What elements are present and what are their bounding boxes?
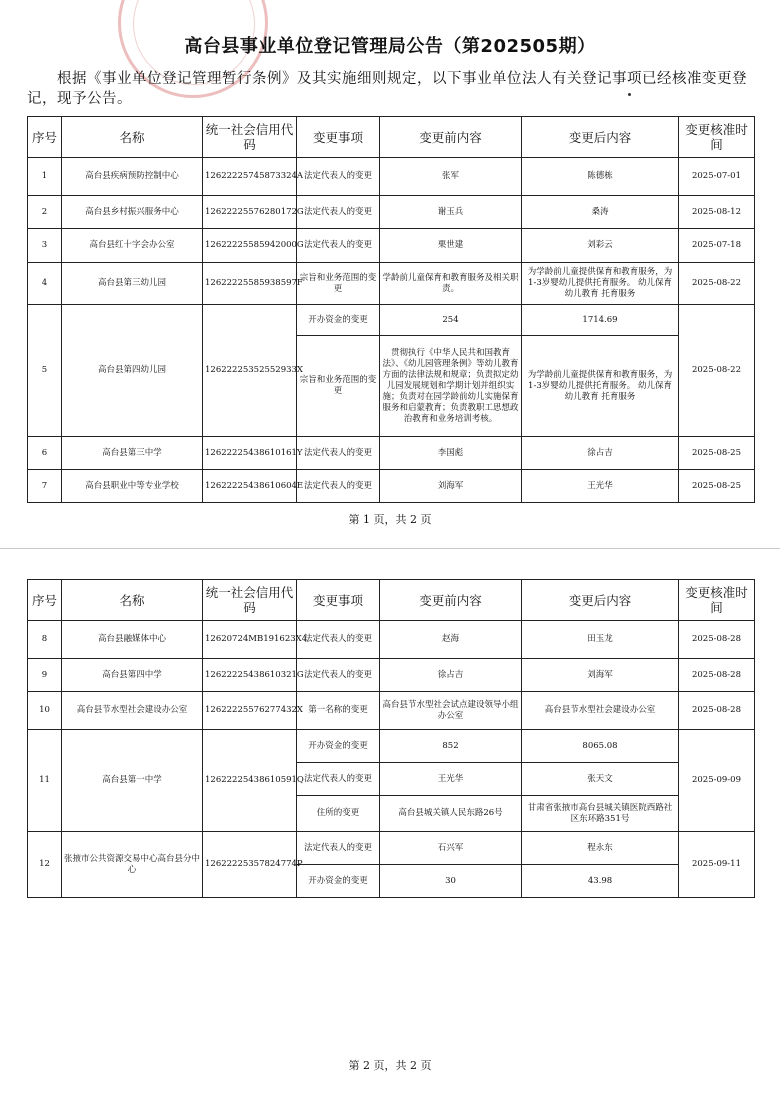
- header-seq: 序号: [28, 580, 62, 621]
- header-before: 变更前内容: [380, 117, 522, 158]
- cell-name: 高台县疾病预防控制中心: [62, 158, 203, 196]
- cell-date: 2025-08-28: [679, 659, 755, 692]
- header-name: 名称: [62, 580, 203, 621]
- table-row: [28, 692, 755, 730]
- cell-before: 30: [380, 865, 522, 898]
- cell-name: 高台县第三幼儿园: [62, 263, 203, 305]
- cell-before: 徐占吉: [380, 659, 522, 692]
- cell-code: 12622225438610604E: [203, 470, 297, 503]
- seal-text: [121, 0, 271, 1]
- header-after: 变更后内容: [522, 117, 679, 158]
- cell-before: 852: [380, 730, 522, 763]
- cell-before: 张军: [380, 158, 522, 196]
- cell-name: 高台县第三中学: [62, 437, 203, 470]
- speck: [628, 93, 631, 96]
- header-before: 变更前内容: [380, 580, 522, 621]
- cell-seq: 3: [28, 229, 62, 263]
- registration-table-page-1: [27, 116, 755, 503]
- page-two: [0, 548, 780, 1104]
- cell-after: 桑涛: [522, 196, 679, 229]
- cell-item: 法定代表人的变更: [297, 470, 380, 503]
- cell-after: 程永东: [522, 832, 679, 865]
- cell-after: 王光华: [522, 470, 679, 503]
- cell-item: 开办资金的变更: [297, 305, 380, 336]
- cell-date: 2025-08-28: [679, 692, 755, 730]
- cell-item: 宗旨和业务范围的变更: [297, 263, 380, 305]
- cell-seq: 2: [28, 196, 62, 229]
- header-code: 统一社会信用代码: [203, 117, 297, 158]
- cell-date: 2025-08-22: [679, 263, 755, 305]
- cell-before: 高台县城关镇人民东路26号: [380, 796, 522, 832]
- table-row: [28, 437, 755, 470]
- cell-after: 刘彩云: [522, 229, 679, 263]
- header-name: 名称: [62, 117, 203, 158]
- cell-before: 学龄前儿童保育和教育服务及相关职责。: [380, 263, 522, 305]
- cell-seq: 10: [28, 692, 62, 730]
- header-code: 统一社会信用代码: [203, 580, 297, 621]
- registration-table-page-2: [27, 579, 755, 898]
- cell-name: 高台县第四幼儿园: [62, 305, 203, 437]
- cell-item: 法定代表人的变更: [297, 763, 380, 796]
- cell-name: 高台县职业中等专业学校: [62, 470, 203, 503]
- cell-item: 法定代表人的变更: [297, 832, 380, 865]
- cell-name: 张掖市公共资源交易中心高台县分中心: [62, 832, 203, 898]
- page-footer: 第 2 页，共 2 页: [348, 1059, 432, 1072]
- cell-date: 2025-08-12: [679, 196, 755, 229]
- table-row: [28, 621, 755, 659]
- cell-item: 法定代表人的变更: [297, 621, 380, 659]
- cell-item: 法定代表人的变更: [297, 659, 380, 692]
- cell-seq: 1: [28, 158, 62, 196]
- cell-seq: 11: [28, 730, 62, 832]
- cell-name: 高台县融媒体中心: [62, 621, 203, 659]
- cell-before: 254: [380, 305, 522, 336]
- intro-paragraph: 根据《事业单位登记管理暂行条例》及其实施细则规定，以下事业单位法人有关登记事项已经核准变更登记，现予公告。: [27, 71, 747, 107]
- cell-after: 陈德栋: [522, 158, 679, 196]
- cell-after: 为学龄前儿童提供保育和教育服务，为1-3岁婴幼儿提供托育服务。 幼儿保育 幼儿教育 托育服务: [522, 336, 679, 437]
- cell-seq: 12: [28, 832, 62, 898]
- header-date: 变更核准时间: [679, 117, 755, 158]
- cell-code: 12620724MB191623X4: [203, 621, 297, 659]
- cell-after: 甘肃省张掖市高台县城关镇医院西路社区东环路351号: [522, 796, 679, 832]
- cell-code: 12622225576277432X: [203, 692, 297, 730]
- cell-code: 12622225352552933X: [203, 305, 297, 437]
- cell-before: 贯彻执行《中华人民共和国教育法》、《幼儿园管理条例》等幼儿教育方面的法律法规和规章；负责拟定幼儿园发展规划和学期计划并组织实施；负责对在园学龄前幼儿实施保育服务和启蒙教育；负责教职工思想政治教育和业务培训考核。: [380, 336, 522, 437]
- cell-date: 2025-07-18: [679, 229, 755, 263]
- page-footer: 第 1 页，共 2 页: [348, 513, 432, 526]
- cell-after: 张天文: [522, 763, 679, 796]
- cell-after: 43.98: [522, 865, 679, 898]
- cell-before: 刘海军: [380, 470, 522, 503]
- cell-code: 12622225438610321G: [203, 659, 297, 692]
- cell-name: 高台县节水型社会建设办公室: [62, 692, 203, 730]
- cell-seq: 7: [28, 470, 62, 503]
- cell-code: 12622225585942000G: [203, 229, 297, 263]
- cell-name: 高台县乡村振兴服务中心: [62, 196, 203, 229]
- cell-name: 高台县红十字会办公室: [62, 229, 203, 263]
- cell-date: 2025-08-22: [679, 305, 755, 437]
- cell-item: 住所的变更: [297, 796, 380, 832]
- cell-code: 12622225438610591Q: [203, 730, 297, 832]
- cell-after: 刘海军: [522, 659, 679, 692]
- cell-item: 第一名称的变更: [297, 692, 380, 730]
- cell-after: 徐占吉: [522, 437, 679, 470]
- cell-seq: 6: [28, 437, 62, 470]
- cell-seq: 4: [28, 263, 62, 305]
- cell-code: 12622225585938597F: [203, 263, 297, 305]
- cell-item: 法定代表人的变更: [297, 229, 380, 263]
- header-date: 变更核准时间: [679, 580, 755, 621]
- table-row: [28, 470, 755, 503]
- cell-after: 8065.08: [522, 730, 679, 763]
- cell-before: 王光华: [380, 763, 522, 796]
- page-one: [0, 0, 780, 545]
- header-item: 变更事项: [297, 117, 380, 158]
- cell-date: 2025-09-11: [679, 832, 755, 898]
- cell-after: 田玉龙: [522, 621, 679, 659]
- cell-seq: 9: [28, 659, 62, 692]
- table-row: [28, 158, 755, 196]
- cell-before: 高台县节水型社会试点建设领导小组办公室: [380, 692, 522, 730]
- cell-before: 李国彪: [380, 437, 522, 470]
- header-after: 变更后内容: [522, 580, 679, 621]
- cell-item: 开办资金的变更: [297, 730, 380, 763]
- cell-before: 谢玉兵: [380, 196, 522, 229]
- table-header-row: [28, 117, 755, 158]
- document-title: 高台县事业单位登记管理局公告（第202505期）: [184, 36, 596, 57]
- cell-date: 2025-09-09: [679, 730, 755, 832]
- cell-code: 12622225576280172G: [203, 196, 297, 229]
- cell-after: 高台县节水型社会建设办公室: [522, 692, 679, 730]
- cell-seq: 8: [28, 621, 62, 659]
- cell-code: 12622225745873324A: [203, 158, 297, 196]
- cell-before: 赵海: [380, 621, 522, 659]
- table-row: [28, 196, 755, 229]
- cell-name: 高台县第四中学: [62, 659, 203, 692]
- table-row: [28, 229, 755, 263]
- cell-date: 2025-08-25: [679, 437, 755, 470]
- cell-code: 12622225438610161Y: [203, 437, 297, 470]
- cell-code: 12622225357824774P: [203, 832, 297, 898]
- cell-item: 宗旨和业务范围的变更: [297, 336, 380, 437]
- cell-before: 栗世建: [380, 229, 522, 263]
- cell-after: 1714.69: [522, 305, 679, 336]
- cell-name: 高台县第一中学: [62, 730, 203, 832]
- cell-item: 开办资金的变更: [297, 865, 380, 898]
- table-row: [28, 730, 755, 763]
- table-row: [28, 305, 755, 336]
- cell-item: 法定代表人的变更: [297, 196, 380, 229]
- cell-before: 石兴军: [380, 832, 522, 865]
- cell-seq: 5: [28, 305, 62, 437]
- header-seq: 序号: [28, 117, 62, 158]
- cell-after: 为学龄前儿童提供保育和教育服务，为1-3岁婴幼儿提供托育服务。 幼儿保育 幼儿教育 托育服务: [522, 263, 679, 305]
- cell-date: 2025-08-25: [679, 470, 755, 503]
- cell-date: 2025-07-01: [679, 158, 755, 196]
- header-item: 变更事项: [297, 580, 380, 621]
- cell-item: 法定代表人的变更: [297, 158, 380, 196]
- table-header-row: [28, 580, 755, 621]
- cell-item: 法定代表人的变更: [297, 437, 380, 470]
- cell-date: 2025-08-28: [679, 621, 755, 659]
- table-row: [28, 263, 755, 305]
- table-row: [28, 659, 755, 692]
- table-row: [28, 832, 755, 865]
